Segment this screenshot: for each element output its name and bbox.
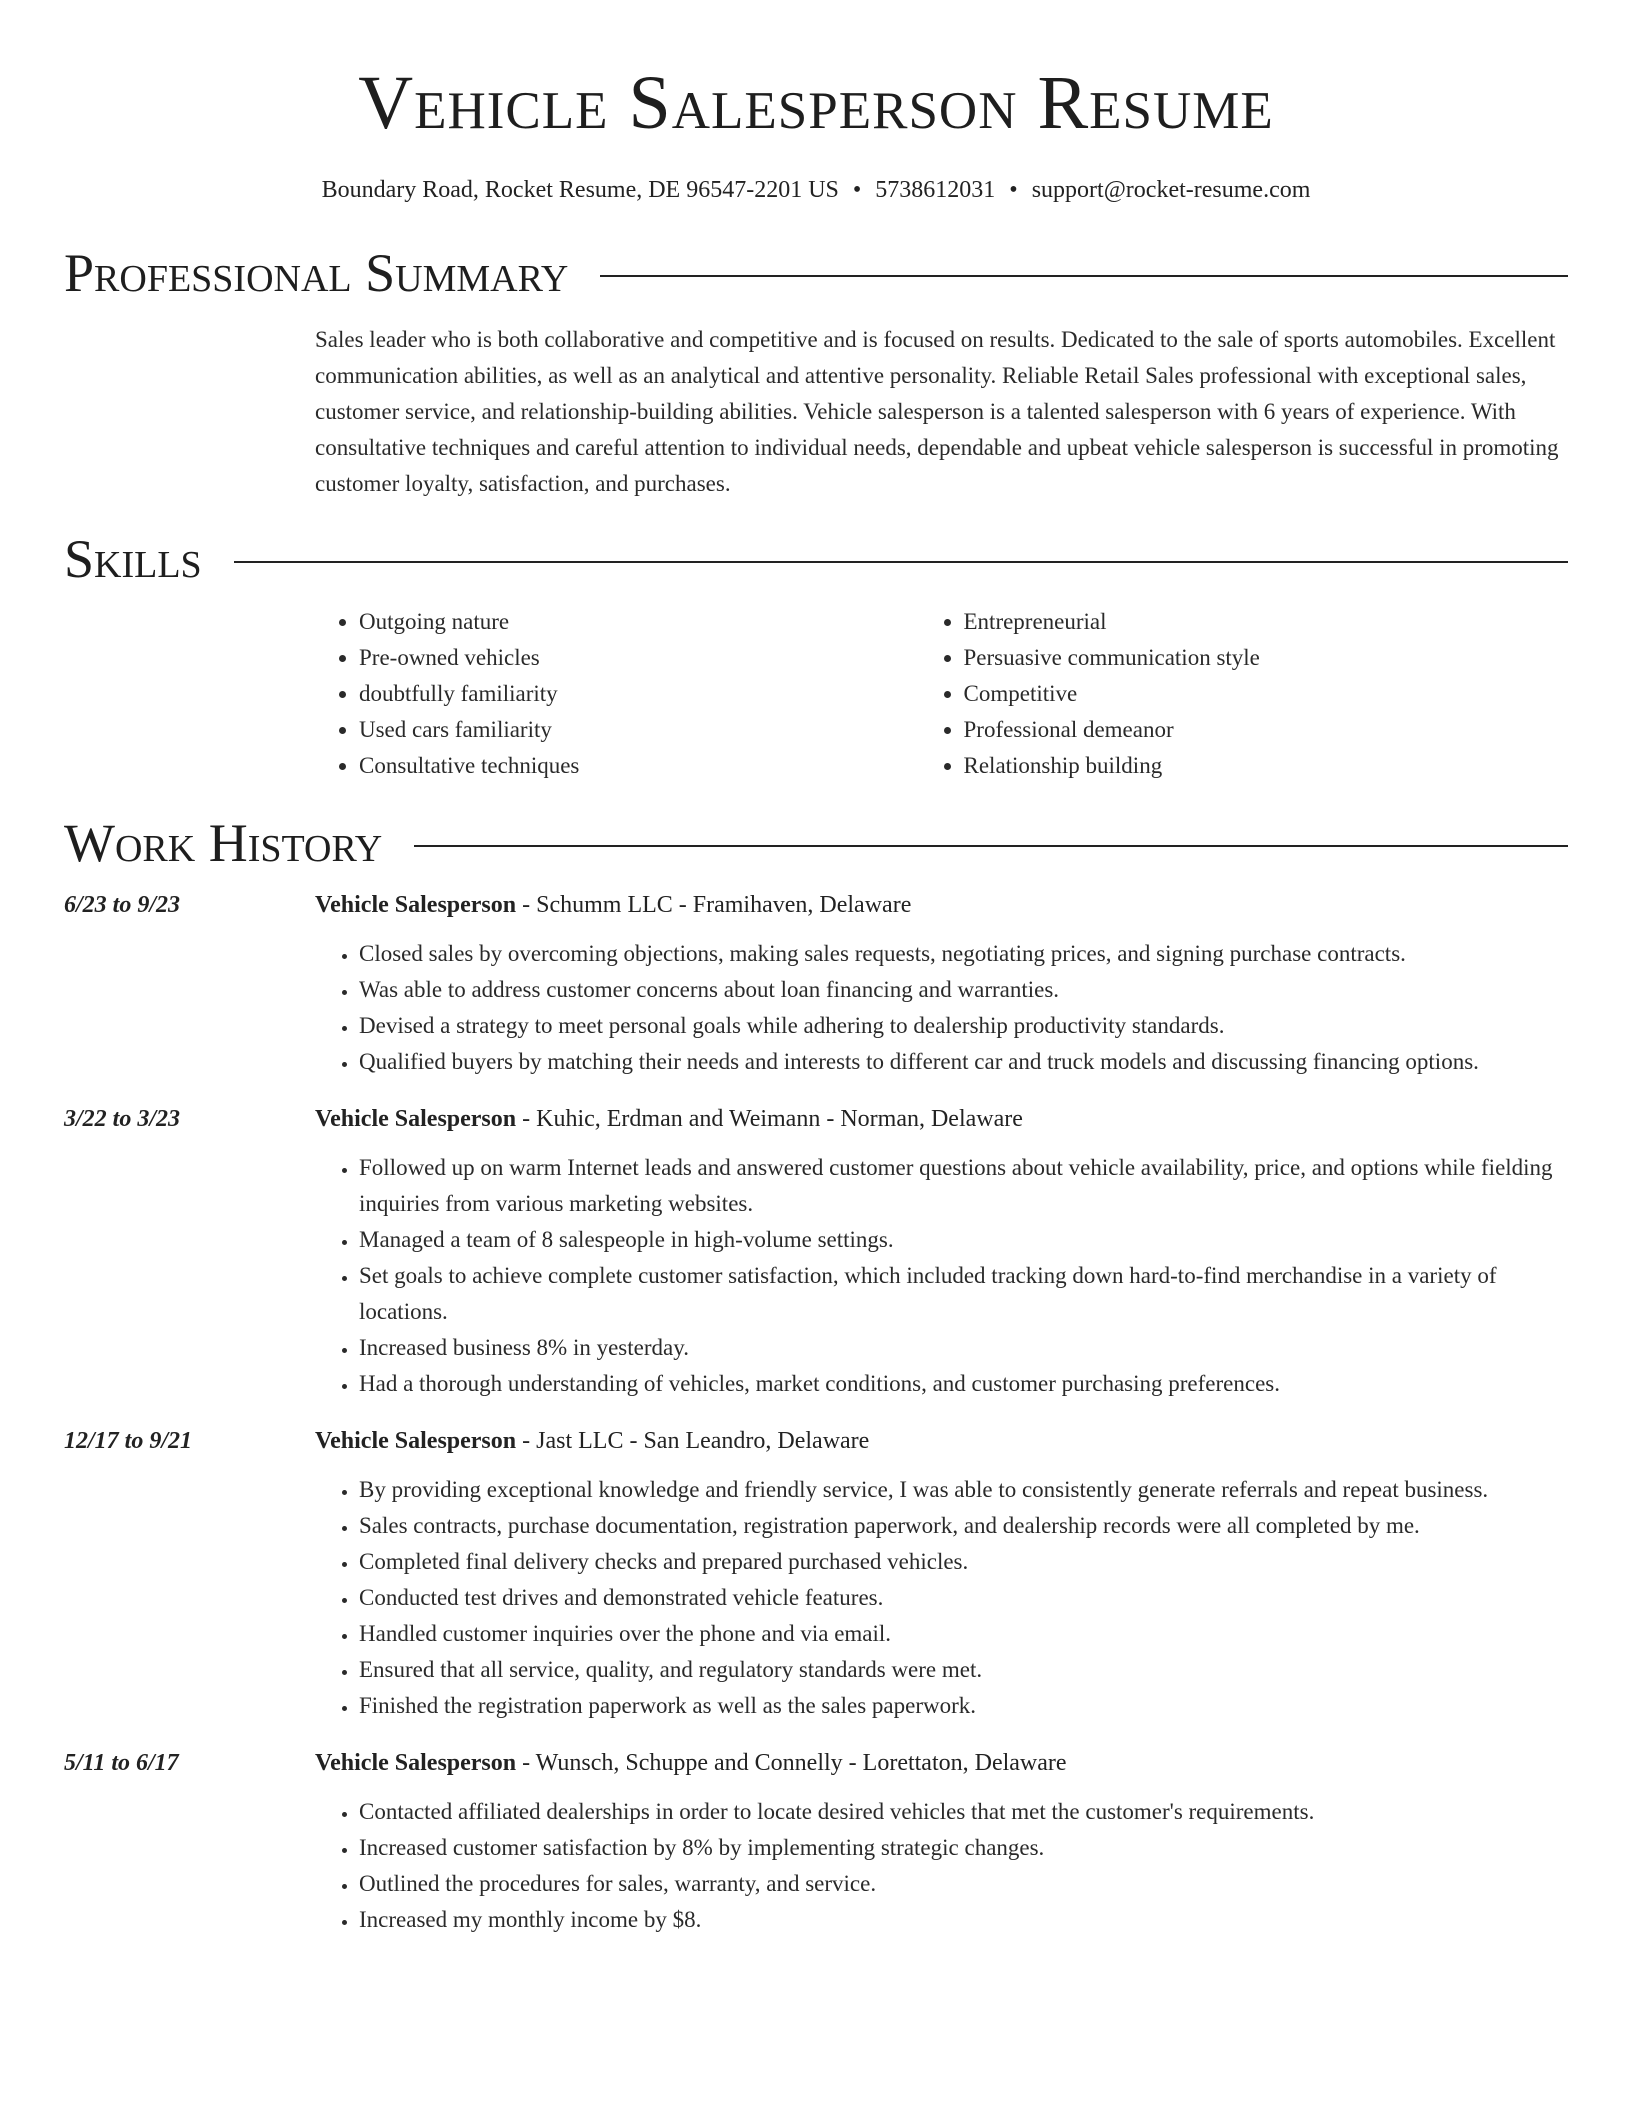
job-entry bbox=[64, 1102, 1568, 1402]
job-dates: 12/17 to 9/21 bbox=[64, 1428, 193, 1454]
job-bullet: • Was able to address customer concerns about loan financing and warranties. bbox=[359, 972, 1568, 1008]
skills-list bbox=[315, 604, 1568, 784]
job-details: - Kuhic, Erdman and Weimann - Norman, Delaware bbox=[516, 1106, 1023, 1132]
job-bullet: • Increased business 8% in yesterday. bbox=[359, 1330, 1568, 1366]
skills-column-right bbox=[964, 604, 1569, 784]
job-title-line bbox=[315, 1746, 1067, 1780]
skill-item: • Used cars familiarity bbox=[359, 712, 964, 748]
work-heading: Work History bbox=[64, 813, 383, 873]
section-divider bbox=[414, 845, 1568, 847]
skill-item: • Relationship building bbox=[964, 748, 1569, 784]
summary-section-header bbox=[64, 242, 1568, 304]
job-bullet: • Completed final delivery checks and prepared purchased vehicles. bbox=[359, 1544, 1568, 1580]
job-bullet: • Ensured that all service, quality, and regulatory standards were met. bbox=[359, 1652, 1568, 1688]
resume-page bbox=[64, 0, 1568, 1938]
skill-item: • Competitive bbox=[964, 676, 1569, 712]
job-role: Vehicle Salesperson bbox=[315, 1428, 517, 1454]
skill-item: • Entrepreneurial bbox=[964, 604, 1569, 640]
job-bullet: • Sales contracts, purchase documentation, registration paperwork, and dealership records were all completed by me. bbox=[359, 1508, 1568, 1544]
job-entry bbox=[64, 1424, 1568, 1724]
job-bullet: • Increased my monthly income by $8. bbox=[359, 1902, 1568, 1938]
section-divider bbox=[234, 561, 1568, 563]
contact-phone: 5738612031 bbox=[875, 177, 996, 203]
job-bullets bbox=[64, 936, 1568, 1080]
skill-item: • doubtfully familiarity bbox=[359, 676, 964, 712]
job-bullet: • Increased customer satisfaction by 8% by implementing strategic changes. bbox=[359, 1830, 1568, 1866]
job-bullet: • Qualified buyers by matching their needs and interests to different car and truck models and discussing financing options. bbox=[359, 1044, 1568, 1080]
job-entry bbox=[64, 888, 1568, 1080]
job-bullet: • Handled customer inquiries over the phone and via email. bbox=[359, 1616, 1568, 1652]
job-details: - Schumm LLC - Framihaven, Delaware bbox=[516, 892, 912, 918]
work-history-list bbox=[64, 888, 1568, 1938]
job-dates: 5/11 to 6/17 bbox=[64, 1750, 179, 1776]
skill-item: • Professional demeanor bbox=[964, 712, 1569, 748]
job-bullet: • Set goals to achieve complete customer satisfaction, which included tracking down hard-to-find merchandise in a variety of locations. bbox=[359, 1258, 1568, 1330]
job-bullet: • By providing exceptional knowledge and friendly service, I was able to consistently generate referrals and repeat business. bbox=[359, 1472, 1568, 1508]
summary-heading: Professional Summary bbox=[64, 243, 569, 303]
skill-item: • Outgoing nature bbox=[359, 604, 964, 640]
job-details: - Wunsch, Schuppe and Connelly - Lorettaton, Delaware bbox=[516, 1750, 1067, 1776]
job-dates: 6/23 to 9/23 bbox=[64, 892, 181, 918]
job-bullet: • Outlined the procedures for sales, warranty, and service. bbox=[359, 1866, 1568, 1902]
contact-line bbox=[64, 174, 1568, 206]
skill-item: • Pre-owned vehicles bbox=[359, 640, 964, 676]
skills-column-left bbox=[315, 604, 964, 784]
contact-address: Boundary Road, Rocket Resume, DE 96547-2201 US bbox=[321, 177, 839, 203]
job-bullets bbox=[64, 1794, 1568, 1938]
contact-separator: • bbox=[852, 177, 862, 203]
job-bullets bbox=[64, 1472, 1568, 1724]
summary-text: Sales leader who is both collaborative and competitive and is focused on results. Dedicated to the sale of sports automobiles. Excellent communication abilities, as well as an analytical and attentive personality. Reliable Retail Sales professional with exceptional sales, customer service, and relationship-building abilities. Vehicle salesperson is a talented salesperson with 6 years of experience. With consultative techniques and careful attention to individual needs, dependable and upbeat vehicle salesperson is successful in promoting customer loyalty, satisfaction, and purchases. bbox=[315, 327, 1559, 496]
job-bullet: • Followed up on warm Internet leads and answered customer questions about vehicle availability, price, and options while fielding inquiries from various marketing websites. bbox=[359, 1150, 1568, 1222]
resume-title: Vehicle Salesperson Resume bbox=[358, 61, 1274, 145]
job-bullet: • Conducted test drives and demonstrated vehicle features. bbox=[359, 1580, 1568, 1616]
job-role: Vehicle Salesperson bbox=[315, 892, 517, 918]
job-dates: 3/22 to 3/23 bbox=[64, 1106, 181, 1132]
skill-item: • Consultative techniques bbox=[359, 748, 964, 784]
skills-heading: Skills bbox=[64, 529, 202, 589]
job-bullet: • Closed sales by overcoming objections, making sales requests, negotiating prices, and signing purchase contracts. bbox=[359, 936, 1568, 972]
job-role: Vehicle Salesperson bbox=[315, 1750, 517, 1776]
contact-email: support@rocket-resume.com bbox=[1031, 177, 1311, 203]
job-bullet: • Managed a team of 8 salespeople in high-volume settings. bbox=[359, 1222, 1568, 1258]
job-entry bbox=[64, 1746, 1568, 1938]
job-title-line bbox=[315, 888, 911, 922]
section-divider bbox=[600, 275, 1568, 277]
job-bullet: • Finished the registration paperwork as well as the sales paperwork. bbox=[359, 1688, 1568, 1724]
job-bullets bbox=[64, 1150, 1568, 1402]
work-section-header bbox=[64, 812, 1568, 874]
job-role: Vehicle Salesperson bbox=[315, 1106, 517, 1132]
contact-separator: • bbox=[1009, 177, 1018, 203]
job-bullet: • Devised a strategy to meet personal goals while adhering to dealership productivity standards. bbox=[359, 1008, 1568, 1044]
job-details: - Jast LLC - San Leandro, Delaware bbox=[516, 1428, 870, 1454]
job-bullet: • Had a thorough understanding of vehicles, market conditions, and customer purchasing preferences. bbox=[359, 1366, 1568, 1402]
job-title-line bbox=[315, 1102, 1023, 1136]
skills-section-header bbox=[64, 528, 1568, 590]
job-title-line bbox=[315, 1424, 869, 1458]
skill-item: • Persuasive communication style bbox=[964, 640, 1569, 676]
job-bullet: • Contacted affiliated dealerships in order to locate desired vehicles that met the customer's requirements. bbox=[359, 1794, 1568, 1830]
